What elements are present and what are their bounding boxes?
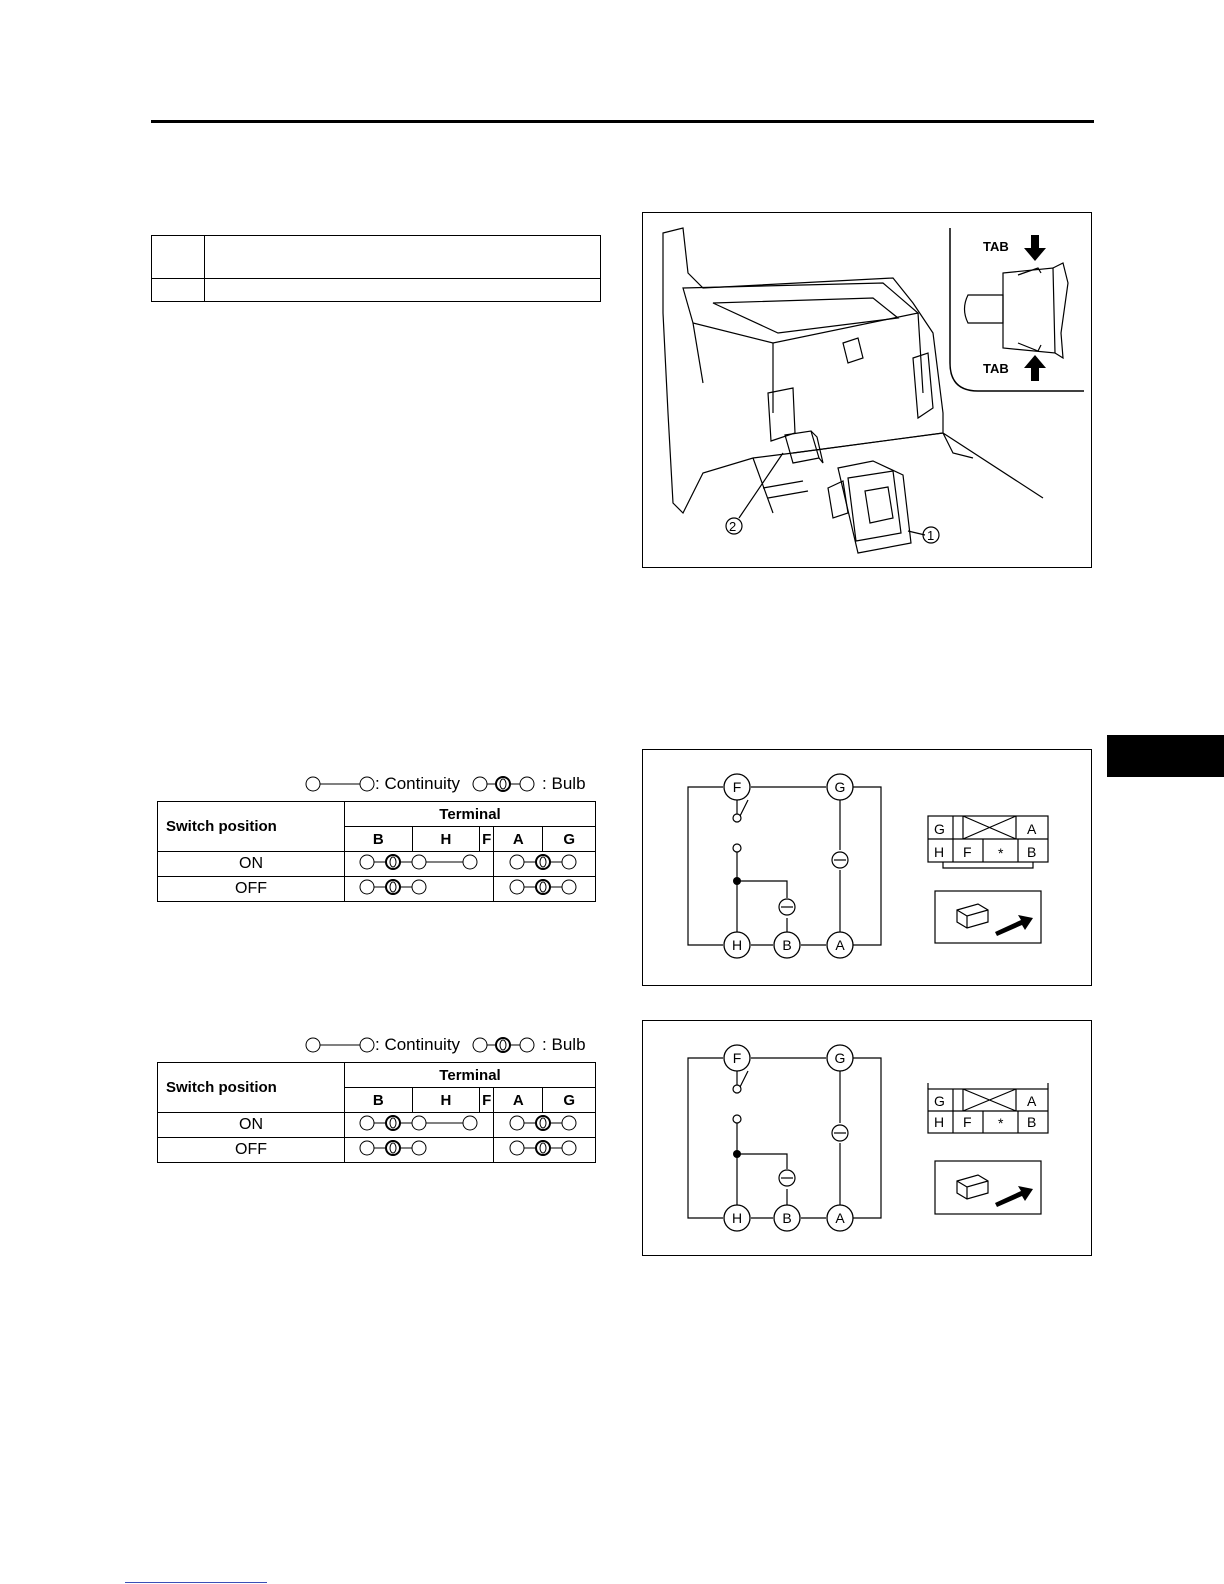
terminal-f: F: [480, 827, 494, 852]
pin-h: H: [934, 844, 945, 860]
off-bulb-icon: [495, 1138, 595, 1158]
terminal-b: B: [345, 1088, 413, 1113]
terminal-h: H: [412, 1088, 480, 1113]
header-switch-position: Switch position: [158, 802, 345, 852]
tab-label-top: TAB: [983, 239, 1009, 254]
row-on-label: ON: [158, 1113, 345, 1138]
on-continuity-icon: [345, 852, 492, 872]
legend-continuity-label: : Continuity: [375, 1035, 461, 1054]
circuit-diagram-2: [643, 1021, 1091, 1255]
callout-1: 1: [927, 528, 935, 543]
legend-1: [305, 774, 586, 794]
arrow-icon: [995, 1186, 1033, 1207]
console-switch-figure: [642, 212, 1092, 568]
terminal-node-label: G: [834, 1050, 846, 1066]
header-terminal: Terminal: [345, 802, 596, 827]
row-off-label: OFF: [158, 1138, 345, 1163]
pin-a: A: [1027, 821, 1037, 837]
header-terminal: Terminal: [345, 1063, 596, 1088]
terminal-g: G: [543, 1088, 596, 1113]
pin-f: F: [963, 844, 972, 860]
pin-b: B: [1027, 1114, 1037, 1130]
footer-link-underline: [125, 1582, 267, 1583]
switch-cross-section: [965, 263, 1069, 358]
header-switch-position: Switch position: [158, 1063, 345, 1113]
pin-a: A: [1027, 1093, 1037, 1109]
callout-2: 2: [729, 519, 737, 534]
terminal-a: A: [494, 1088, 543, 1113]
legend-2: [305, 1035, 586, 1055]
circuit-nodes: [724, 774, 853, 958]
terminal-node-label: B: [782, 937, 792, 953]
off-bulb-icon: [495, 877, 595, 897]
continuity-table-2: [157, 1062, 596, 1163]
pin-star: *: [998, 845, 1004, 861]
pin-h: H: [934, 1114, 945, 1130]
circuit-figure-1: [642, 749, 1092, 986]
blank-table: [151, 235, 601, 302]
pin-star: *: [998, 1115, 1004, 1131]
on-bulb-icon: [495, 852, 595, 872]
terminal-b: B: [345, 827, 413, 852]
console-illustration: [643, 213, 1091, 567]
continuity-symbol-icon: [305, 774, 375, 794]
terminal-node-label: A: [835, 1210, 845, 1226]
circuit-figure-2: [642, 1020, 1092, 1256]
arrow-down-icon: [1024, 235, 1046, 261]
terminal-node-label: A: [835, 937, 845, 953]
pin-g: G: [934, 821, 945, 837]
terminal-g: G: [543, 827, 596, 852]
continuity-symbol-icon: [305, 1035, 375, 1055]
pin-f: F: [963, 1114, 972, 1130]
terminal-node-label: G: [834, 779, 846, 795]
off-continuity-icon: [345, 1138, 443, 1158]
arrow-up-icon: [1024, 355, 1046, 381]
terminal-node-label: F: [732, 779, 742, 795]
on-bulb-icon: [495, 1113, 595, 1133]
tab-label-bottom: TAB: [983, 361, 1009, 376]
row-on-label: ON: [158, 852, 345, 877]
terminal-node-label: F: [732, 1050, 742, 1066]
terminal-node-label: H: [731, 1210, 743, 1226]
terminal-a: A: [494, 827, 543, 852]
on-continuity-icon: [345, 1113, 492, 1133]
pin-b: B: [1027, 844, 1037, 860]
terminal-f: F: [480, 1088, 494, 1113]
arrow-icon: [995, 915, 1033, 936]
continuity-table-1: [157, 801, 596, 902]
terminal-h: H: [412, 827, 480, 852]
legend-continuity-label: : Continuity: [375, 774, 461, 793]
header-rule: [151, 120, 1094, 123]
terminal-node-label: B: [782, 1210, 792, 1226]
bulb-symbol-icon: [472, 1035, 542, 1055]
legend-bulb-label: : Bulb: [542, 1035, 586, 1054]
pin-g: G: [934, 1093, 945, 1109]
legend-bulb-label: : Bulb: [542, 774, 586, 793]
circuit-diagram-1: [643, 750, 1091, 985]
section-tab-marker: [1107, 735, 1224, 777]
row-off-label: OFF: [158, 877, 345, 902]
bulb-symbol-icon: [472, 774, 542, 794]
terminal-node-label: H: [731, 937, 743, 953]
off-continuity-icon: [345, 877, 443, 897]
